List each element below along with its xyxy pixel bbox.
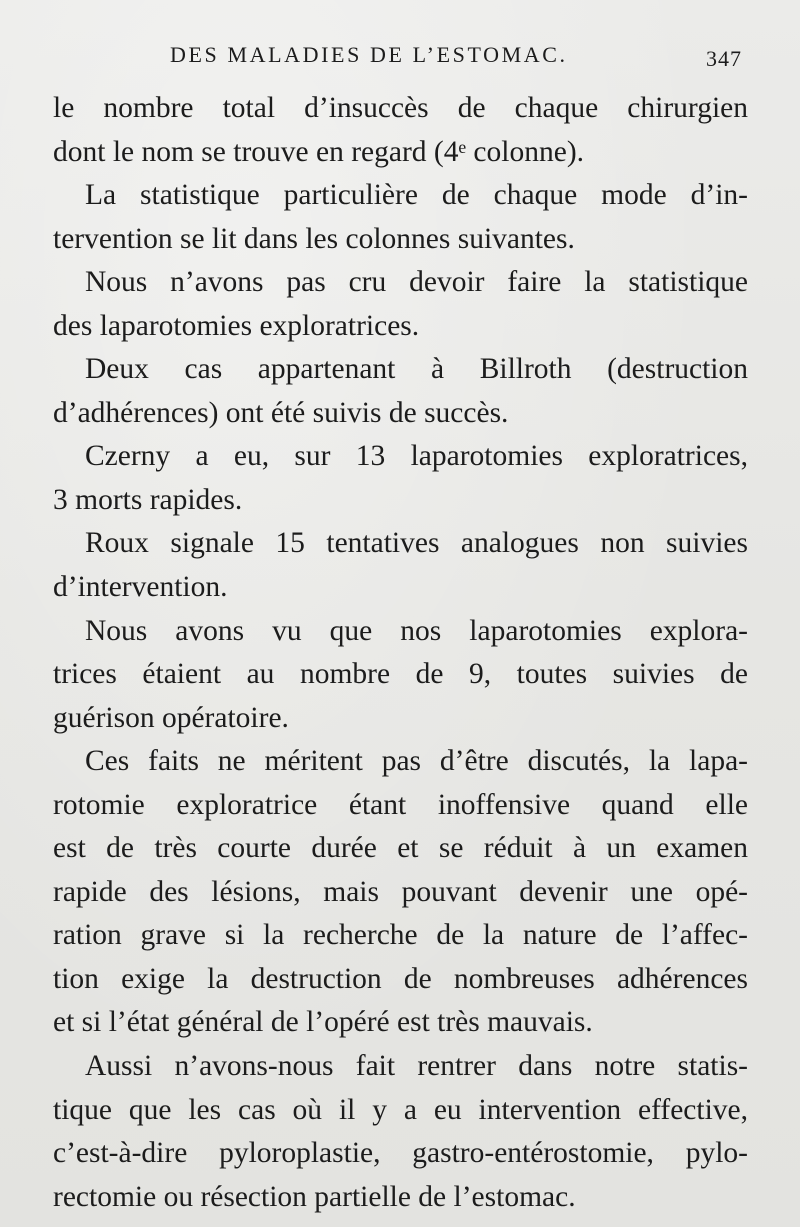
text-line: trices étaient au nombre de 9, toutes suivies de	[53, 658, 748, 691]
page-number: 347	[706, 46, 742, 71]
body-text	[53, 87, 748, 1219]
text-line: est de très courte durée et se réduit à un examen	[53, 832, 748, 865]
text-line: Ces faits ne méritent pas d’être discutés, la lapa-	[85, 745, 748, 778]
text-line: le nombre total d’insuccès de chaque chirurgien	[53, 92, 748, 124]
text-line: Deux cas appartenant à Billroth (destruction	[85, 353, 748, 386]
text-line: dont le nom se trouve en regard (4ᵉ colonne).	[53, 135, 585, 168]
text-line: ration grave si la recherche de la nature de l’affec-	[53, 919, 748, 952]
text-line: tique que les cas où il y a eu intervention effective,	[53, 1093, 748, 1126]
text-line: rectomie ou résection partielle de l’estomac.	[53, 1180, 576, 1213]
text-line: rapide des lésions, mais pouvant devenir une opé-	[53, 875, 748, 908]
text-line: Roux signale 15 tentatives analogues non suivies	[85, 527, 748, 560]
running-header	[0, 38, 800, 78]
text-line: et si l’état général de l’opéré est très mauvais.	[53, 1006, 593, 1039]
text-line: 3 morts rapides.	[53, 483, 243, 516]
text-line: d’intervention.	[53, 571, 228, 604]
text-line: Nous avons vu que nos laparotomies explora-	[85, 614, 748, 647]
text-line: Czerny a eu, sur 13 laparotomies exploratrices,	[85, 440, 748, 473]
text-line: Nous n’avons pas cru devoir faire la statistique	[85, 266, 748, 299]
text-line: tion exige la destruction de nombreuses adhérences	[53, 962, 748, 995]
text-line: rotomie exploratrice étant inoffensive quand elle	[53, 788, 748, 821]
text-line: des laparotomies exploratrices.	[53, 309, 420, 342]
text-line: Aussi n’avons-nous fait rentrer dans notre statis-	[85, 1050, 748, 1083]
text-line: La statistique particulière de chaque mode d’in-	[85, 179, 748, 212]
text-line: guérison opératoire.	[53, 701, 289, 734]
text-line: tervention se lit dans les colonnes suivantes.	[53, 222, 575, 255]
text-line: d’adhérences) ont été suivis de succès.	[53, 396, 509, 429]
text-line: c’est-à-dire pyloroplastie, gastro-entérostomie, pylo-	[53, 1137, 748, 1170]
running-title: DES MALADIES DE L’ESTOMAC.	[170, 42, 568, 67]
